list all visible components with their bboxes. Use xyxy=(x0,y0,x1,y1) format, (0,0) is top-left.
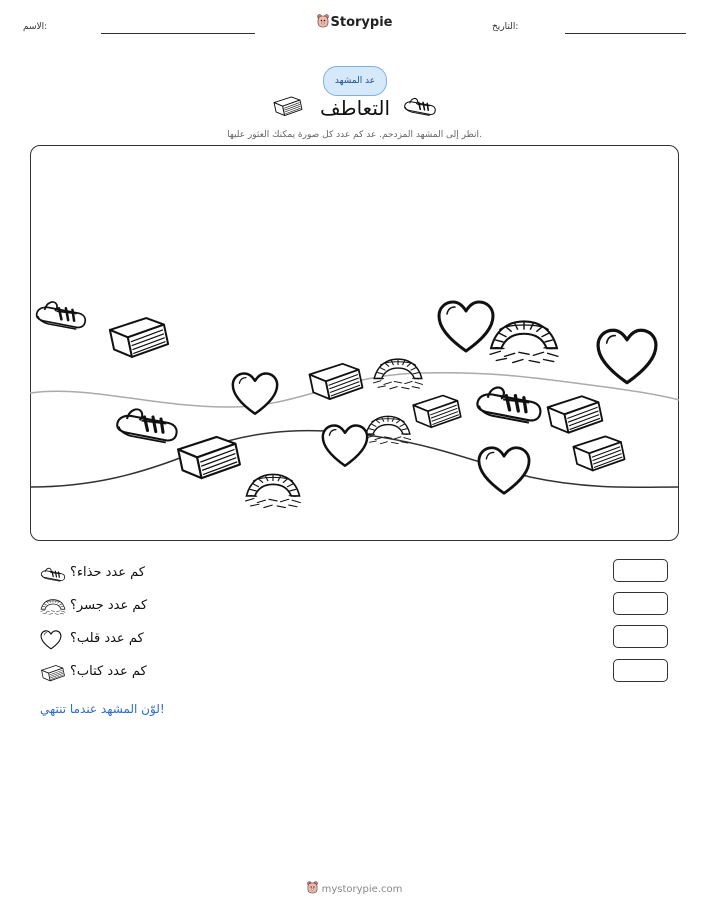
scene-heart-3 xyxy=(233,373,277,413)
date-line[interactable] xyxy=(565,33,686,34)
scene-shoe-3 xyxy=(115,405,180,446)
scene-book-5 xyxy=(573,433,626,473)
scene-heart-4 xyxy=(323,425,367,465)
scene-shoe-2 xyxy=(475,383,544,427)
question-text: كم عدد كتاب؟ xyxy=(70,664,147,679)
shoe-icon xyxy=(403,95,437,117)
scene-book-1 xyxy=(109,315,169,360)
scene-shoe-1 xyxy=(35,299,88,333)
answer-box-heart[interactable] xyxy=(613,625,668,648)
scene-book-2 xyxy=(309,361,364,402)
book-icon xyxy=(40,662,66,684)
question-text: كم عدد قلب؟ xyxy=(70,631,144,646)
scene-heart-2 xyxy=(598,330,656,383)
answer-box-shoe[interactable] xyxy=(613,559,668,582)
counting-scene xyxy=(30,145,679,541)
scene-book-4 xyxy=(547,393,603,436)
name-label: الاسم: xyxy=(23,22,48,32)
scene-bridge-3 xyxy=(365,416,410,443)
date-label: التاريخ: xyxy=(492,22,519,32)
instructions: انظر إلى المشهد المزدحم. عد كم عدد كل صورة يمكنك العثور عليها. xyxy=(227,130,482,140)
footer-url[interactable]: mystorypie.com xyxy=(321,884,403,895)
answer-box-book[interactable] xyxy=(613,659,668,682)
scene-heart-1 xyxy=(439,302,493,351)
answer-box-bridge[interactable] xyxy=(613,592,668,615)
scene-book-3 xyxy=(412,393,461,430)
activity-badge: عد المشهد xyxy=(323,66,387,96)
brand-name: Storypie xyxy=(330,15,393,30)
name-line[interactable] xyxy=(101,33,255,34)
shoe-icon xyxy=(40,563,66,585)
scene-drawing xyxy=(30,145,679,541)
footer xyxy=(0,881,709,895)
scene-heart-5 xyxy=(479,448,529,494)
bear-logo-icon xyxy=(317,14,329,28)
brand-logo xyxy=(0,14,709,30)
question-text: كم عدد حذاء؟ xyxy=(70,565,145,580)
bear-logo-icon xyxy=(307,881,318,894)
heart-icon xyxy=(40,629,62,651)
scene-bridge-4 xyxy=(246,474,301,507)
question-text: كم عدد جسر؟ xyxy=(70,598,148,613)
page-title: التعاطف xyxy=(319,96,391,120)
coloring-note: لوّن المشهد عندما تنتهي! xyxy=(40,702,165,716)
bridge-icon xyxy=(40,596,66,618)
scene-bridge-1 xyxy=(490,321,558,362)
